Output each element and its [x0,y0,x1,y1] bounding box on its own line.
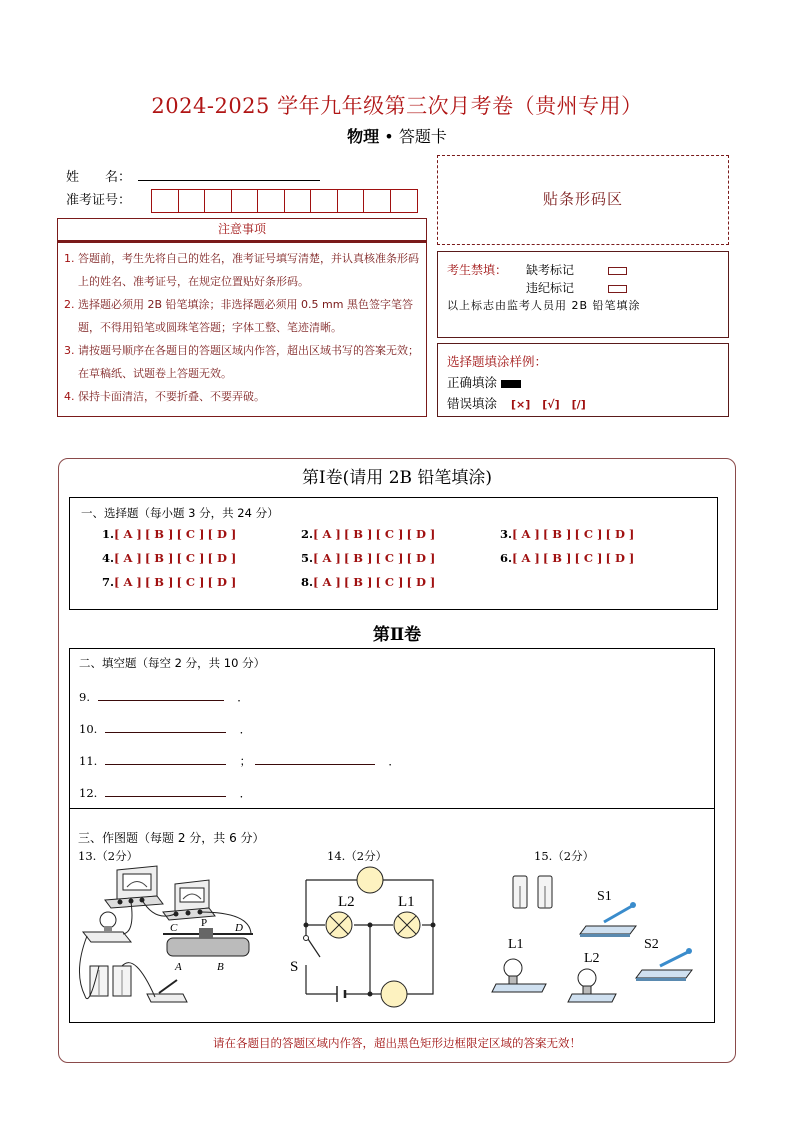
option-b[interactable]: [ B ] [144,575,174,589]
q13-apparatus-diagram[interactable] [75,862,275,1012]
ammeter-icon [163,880,215,920]
end-mark: ． [239,786,252,800]
fill-question-9 [79,689,249,705]
question-number: 12. [79,786,98,800]
wrong-mark-check: [√] [542,398,560,411]
exam-id-digit-box[interactable] [391,190,418,212]
svg-text:A: A [175,961,182,973]
exam-id-digit-box[interactable] [311,190,338,212]
svg-text:S1: S1 [597,889,612,904]
svg-text:S2: S2 [644,937,659,952]
answer-blank[interactable] [255,753,375,765]
fill-question-10 [79,721,251,737]
question-number: 1. [102,527,115,541]
option-b[interactable]: [ B ] [343,527,373,541]
option-c[interactable]: [ C ] [574,551,603,565]
exam-id-digit-box[interactable] [152,190,179,212]
notice-text: 保持卡面清洁，不要折叠、不要弄破。 [78,390,265,403]
end-mark: ． [239,722,252,736]
wrong-mark-slash: [/] [571,398,586,411]
mcq-question-3 [500,527,637,541]
mcq-question-7 [102,575,239,589]
page-subtitle [0,124,794,147]
sample-heading: 选择题填涂样例： [447,354,548,369]
proctor-marks-box [437,251,729,338]
question-number: 8. [301,575,314,589]
option-a[interactable]: [ A ] [512,527,540,541]
exam-id-digit-box[interactable] [232,190,259,212]
switch-s1-icon [580,889,636,937]
mcq-question-6 [500,551,637,565]
lamp-l2-icon [326,912,352,938]
exam-id-digit-box[interactable] [205,190,232,212]
svg-text:L1: L1 [508,937,524,952]
notice-text: 选择题必须用 2B 铅笔填涂；非选择题必须用 0.5 mm 黑色签字笔答题，不得用铅笔或圆珠笔答题；字体工整、笔迹清晰。 [78,298,413,334]
barcode-area[interactable]: 贴条形码区 [437,155,729,245]
option-c[interactable]: [ C ] [574,527,603,541]
end-mark: ． [388,754,400,768]
name-label: 姓 名： [66,170,132,185]
notice-number: 3. [64,344,75,357]
mcq-heading: 一、选择题（每小题 3 分，共 24 分） [81,506,279,520]
correct-fill-row [447,373,521,391]
lamp-l1-icon [394,912,420,938]
absent-mark-box[interactable] [608,263,627,277]
q15-label: 15.（2分） [534,849,595,863]
exam-id-digit-box[interactable] [179,190,206,212]
option-d[interactable]: [ D ] [207,527,237,541]
fill-question-12 [79,785,251,801]
switch-s2-icon [636,937,692,981]
fill-question-11 [79,753,400,769]
proctor-label: 考生禁填： [447,263,508,277]
answer-sheet-label: 答题卡 [398,127,447,146]
mcq-question-8 [301,575,438,589]
bulb-icon [381,981,407,1007]
wrong-fill-row [447,394,586,412]
separator-mark: ； [239,754,252,768]
option-a[interactable]: [ A ] [313,551,341,565]
option-b[interactable]: [ B ] [144,551,174,565]
option-a[interactable]: [ A ] [114,575,142,589]
question-number: 7. [102,575,115,589]
mcq-question-1 [102,527,239,541]
notice-heading: 注意事项 [57,218,427,241]
option-a[interactable]: [ A ] [313,527,341,541]
mcq-question-5 [301,551,438,565]
svg-text:B: B [217,961,224,973]
option-c[interactable]: [ C ] [176,527,205,541]
exam-id-digit-box[interactable] [285,190,312,212]
answer-blank[interactable] [105,721,226,733]
switch-icon [147,980,187,1002]
notice-number: 1. [64,252,75,265]
option-d[interactable]: [ D ] [406,551,436,565]
option-a[interactable]: [ A ] [313,575,341,589]
rheostat-icon [163,917,253,973]
notice-item [64,385,420,408]
name-field[interactable] [138,180,320,181]
filled-mark-icon [501,380,521,388]
wrong-mark-cross: [×] [511,398,531,411]
question-number: 10. [79,722,98,736]
notice-list [57,241,427,417]
option-d[interactable]: [ D ] [406,527,436,541]
question-number: 5. [301,551,314,565]
option-d[interactable]: [ D ] [207,575,237,589]
option-d[interactable]: [ D ] [605,527,635,541]
svg-text:L2: L2 [338,894,355,910]
bulb-icon [357,867,383,893]
subject-label: 物理 [347,127,380,146]
lamp-icon [83,912,131,942]
footer-warning: 请在各题目的答题区域内作答，超出黑色矩形边框限定区域的答案无效！ [213,1036,581,1050]
option-c[interactable]: [ C ] [176,575,205,589]
answer-blank[interactable] [98,689,224,701]
violation-mark-label: 违纪标记 [526,281,575,295]
option-b[interactable]: [ B ] [144,527,174,541]
mcq-question-2 [301,527,438,541]
battery-icon [90,966,131,996]
option-d[interactable]: [ D ] [605,551,635,565]
exam-id-digit-box[interactable] [258,190,285,212]
option-d[interactable]: [ D ] [207,551,237,565]
absent-mark-label: 缺考标记 [526,263,575,277]
drawing-heading: 三、作图题（每题 2 分，共 6 分） [78,831,265,845]
section-divider [69,808,715,809]
option-a[interactable]: [ A ] [512,551,540,565]
violation-mark-box[interactable] [608,281,627,295]
lamp-l2-icon [568,951,616,1002]
q14-label: 14.（2分） [327,849,388,863]
option-b[interactable]: [ B ] [343,551,373,565]
battery-icon [513,876,552,908]
question-number: 4. [102,551,115,565]
svg-text:D: D [235,922,243,934]
q13-label: 13.（2分） [78,849,139,863]
voltmeter-icon [105,866,163,908]
option-c[interactable]: [ C ] [375,575,404,589]
mcq-question-4 [102,551,239,565]
notice-number: 4. [64,390,75,403]
option-a[interactable]: [ A ] [114,551,142,565]
exam-id-digit-box[interactable] [338,190,365,212]
question-number: 9. [79,690,90,704]
svg-text:L1: L1 [398,894,415,910]
q15-components-diagram[interactable] [480,862,710,1012]
exam-id-label: 准考证号： [66,193,132,208]
proctor-note: 以上标志由监考人员用 2B 铅笔填涂 [447,299,641,312]
option-b[interactable]: [ B ] [542,551,572,565]
fill-sample-box [437,343,729,417]
notice-text: 请按题号顺序在各题目的答题区域内作答，超出区域书写的答案无效；在草稿纸、试题卷上答题无效。 [78,344,419,380]
correct-fill-label: 正确填涂 [447,375,498,390]
section1-title: 第Ⅰ卷(请用 2B 铅笔填涂) [301,468,493,488]
fill-heading: 二、填空题（每空 2 分，共 10 分） [79,656,266,670]
question-number: 3. [500,527,513,541]
option-c[interactable]: [ C ] [375,551,404,565]
answer-blank[interactable] [105,753,226,765]
answer-blank[interactable] [105,785,226,797]
option-c[interactable]: [ C ] [176,551,205,565]
section2-title: 第Ⅱ卷 [372,625,422,645]
notice-text: 答题前，考生先将自己的姓名，准考证号填写清楚，并认真核准条形码上的姓名、准考证号，在规定位置贴好条形码。 [78,252,419,288]
svg-text:L2: L2 [584,951,600,966]
option-a[interactable]: [ A ] [114,527,142,541]
exam-id-digit-box[interactable] [364,190,391,212]
question-number: 6. [500,551,513,565]
q14-circuit-diagram[interactable] [290,862,450,1012]
option-b[interactable]: [ B ] [343,575,373,589]
question-number: 11. [79,754,98,768]
wrong-fill-label: 错误填涂 [447,396,498,411]
subtitle-separator: • [384,127,394,146]
lamp-l1-icon [492,937,546,992]
option-d[interactable]: [ D ] [406,575,436,589]
question-number: 2. [301,527,314,541]
notice-item [64,293,420,339]
notice-number: 2. [64,298,75,311]
svg-text:P: P [201,917,208,929]
option-b[interactable]: [ B ] [542,527,572,541]
svg-text:S: S [290,959,299,975]
exam-id-boxes [151,189,418,213]
svg-text:C: C [170,922,178,934]
page-title: 2024-2025 学年九年级第三次月考卷（贵州专用） [151,94,643,118]
end-mark: ． [237,690,249,704]
notice-item [64,247,420,293]
notice-item [64,339,420,385]
option-c[interactable]: [ C ] [375,527,404,541]
